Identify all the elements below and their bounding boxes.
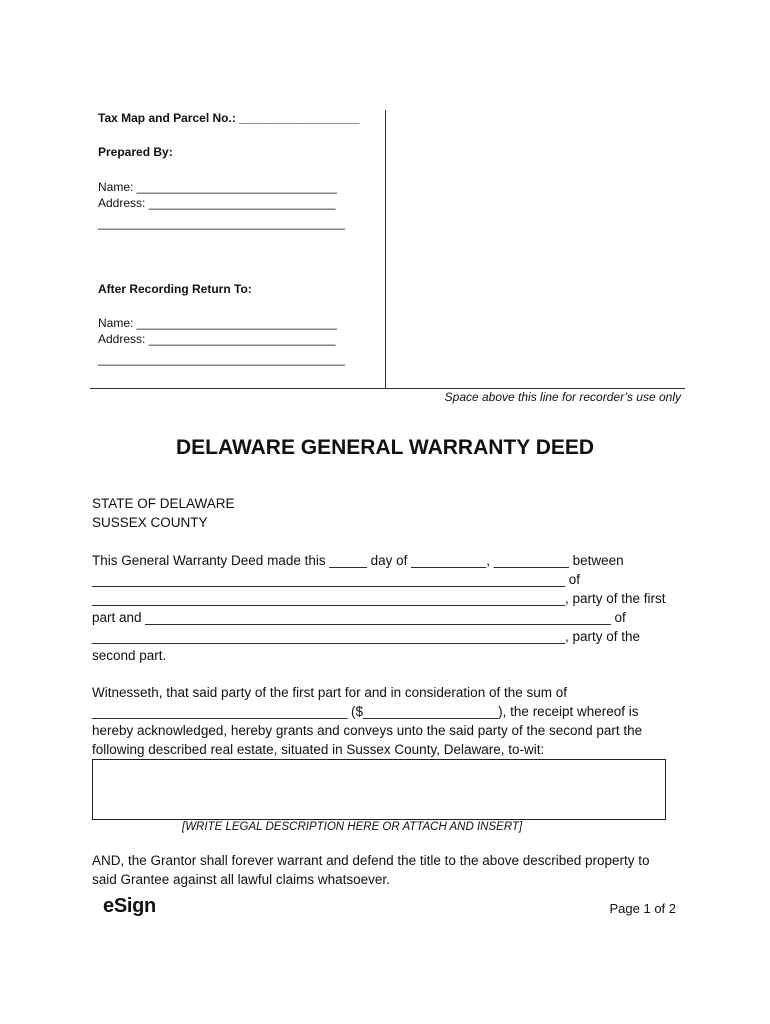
prepared-by-address-line2-field[interactable]: _____________________________________ (98, 216, 345, 230)
witnesseth-line-1: Witnesseth, that said party of the first part for and in consideration of the sum of (92, 685, 567, 700)
return-to-name-field[interactable]: Name: ______________________________ (98, 316, 337, 330)
legal-description-caption: [WRITE LEGAL DESCRIPTION HERE OR ATTACH AND INSERT] (182, 821, 523, 833)
warranty-line-1: AND, the Grantor shall forever warrant and defend the title to the above described property to (92, 853, 650, 868)
state-line: STATE OF DELAWARE (92, 496, 235, 511)
warranty-line-2: said Grantee against all lawful claims whatsoever. (92, 872, 390, 887)
recorder-note: Space above this line for recorder’s use only (444, 390, 681, 404)
page-number: Page 1 of 2 (609, 901, 676, 916)
return-to-address-line2-field[interactable]: _____________________________________ (98, 352, 345, 366)
witnesseth-line-2[interactable]: __________________________________ ($__________________), the receipt whereof is (92, 704, 639, 719)
intro-line-5[interactable]: _______________________________________________________________, party of the (92, 629, 641, 644)
witnesseth-line-4: following described real estate, situated in Sussex County, Delaware, to-wit: (92, 742, 545, 757)
intro-line-2[interactable]: _______________________________________________________________ of (92, 572, 581, 587)
intro-line-3[interactable]: _______________________________________________________________, party of the first (92, 591, 666, 606)
return-to-heading: After Recording Return To: (98, 282, 252, 296)
document-title: DELAWARE GENERAL WARRANTY DEED (175, 436, 595, 459)
recorder-space-line (90, 388, 685, 389)
intro-line-1[interactable]: This General Warranty Deed made this _____ day of __________, __________ between (92, 553, 624, 568)
prepared-by-heading: Prepared By: (98, 145, 173, 159)
witnesseth-line-3: hereby acknowledged, hereby grants and conveys unto the said party of the second part the (92, 723, 643, 738)
return-to-address-field[interactable]: Address: ____________________________ (98, 332, 336, 346)
prepared-by-name-field[interactable]: Name: ______________________________ (98, 180, 337, 194)
prepared-by-address-field[interactable]: Address: ____________________________ (98, 196, 336, 210)
tax-map-parcel-field[interactable]: Tax Map and Parcel No.: __________________ (98, 111, 360, 125)
esign-logo: eSign (103, 895, 156, 917)
intro-line-4[interactable]: part and ______________________________________________________________ of (92, 610, 626, 625)
legal-description-box[interactable] (92, 759, 666, 820)
county-line: SUSSEX COUNTY (92, 515, 208, 530)
recorder-block-divider (385, 110, 386, 388)
intro-line-6: second part. (92, 648, 167, 663)
